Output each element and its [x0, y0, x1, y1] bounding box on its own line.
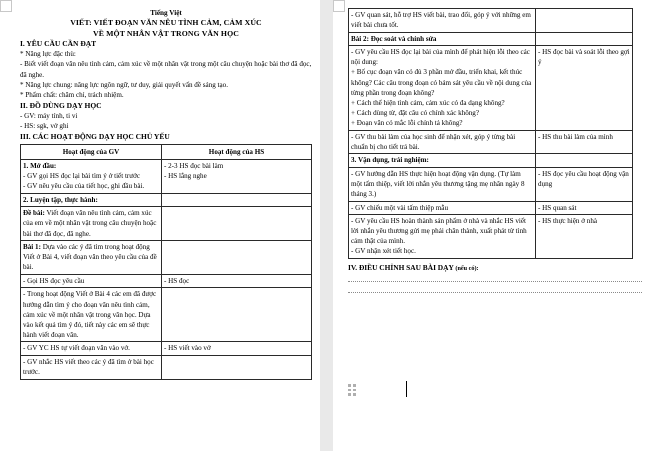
table-row	[21, 193, 312, 207]
table-row	[21, 288, 312, 342]
cell-paragraph: - HS thu bài làm của mình	[538, 132, 613, 141]
cell-paragraph: - GV YC HS tự viết đoạn văn vào vở.	[23, 344, 130, 353]
table-cell-gv	[21, 159, 162, 193]
table-cell-hs	[162, 274, 312, 288]
table-cell-hs	[536, 9, 633, 33]
table-cell-hs	[536, 167, 633, 201]
document-page-left	[0, 0, 320, 451]
lesson-title-line-2: VỀ MỘT NHÂN VẬT TRONG VĂN HỌC	[92, 28, 239, 38]
cell-paragraph: - 2-3 HS đọc bài làm	[164, 161, 224, 170]
table-cell-gv	[349, 154, 536, 168]
table-row	[349, 167, 633, 201]
table-cell-gv	[21, 356, 162, 380]
cell-paragraph: - GV nhận xét tiết học.	[351, 247, 416, 256]
cell-paragraph: - GV nhắc HS viết theo các ý đã tìm ở bài học trước.	[23, 358, 154, 377]
cell-paragraph: - GV hướng dẫn HS thực hiện hoạt động vận dụng. (Tự làm một tấm thiệp, viết lời nhắn yêu thương tặng mẹ nhân ngày 8 tháng 3.)	[351, 169, 525, 198]
table-row	[349, 130, 633, 154]
cell-paragraph: - GV thu bài làm của học sinh để nhận xét, góp ý từng bài chuẩn bị cho tiết trả bài.	[351, 132, 516, 151]
cell-paragraph: - GV yêu cầu HS đọc lại bài của mình để phát hiện lỗi theo các nội dung:	[351, 48, 530, 67]
crop-mark-top-left	[0, 0, 12, 12]
table-cell-gv	[349, 9, 536, 33]
drag-dot	[348, 384, 351, 387]
table-row	[349, 154, 633, 168]
table-cell-hs	[162, 159, 312, 193]
dotted-line-1	[348, 280, 642, 282]
page-gutter	[320, 0, 333, 451]
section-i-line-3: * Năng lực chung: năng lực ngôn ngữ, tư duy, giải quyết vấn đề sáng tạo.	[20, 81, 228, 90]
cell-paragraph: 2. Luyện tập, thực hành:	[23, 195, 98, 204]
column-header-gv: Hoạt động của GV	[21, 144, 162, 159]
table-row	[349, 201, 633, 215]
section-i-line-4: * Phẩm chất: chăm chỉ, trách nhiệm.	[20, 91, 124, 100]
cell-paragraph: + Cách dùng từ, đặt câu có chính xác không?	[351, 108, 480, 117]
cell-paragraph: - HS viết vào vở	[164, 344, 211, 353]
table-cell-gv	[349, 46, 536, 130]
cell-paragraph: + Cách thể hiện tình cảm, cảm xúc có đa dạng không?	[351, 98, 505, 107]
section-heading-iv-note: (nếu có):	[455, 265, 479, 273]
cell-lead-label: Đề bài:	[23, 209, 45, 218]
cell-paragraph: Bài 2: Đọc soát và chỉnh sửa	[351, 34, 437, 43]
document-page-right	[333, 0, 650, 451]
drag-dot	[348, 393, 351, 396]
cell-paragraph: - GV yêu cầu HS hoàn thành sản phẩm ở nhà và nhắc HS viết lời nhắn yêu thương gửi mẹ phải chân thành, xuất phát từ tình cảm thật của mình.	[351, 217, 527, 246]
lesson-activity-table-left	[20, 144, 312, 380]
table-row	[349, 32, 633, 46]
cell-paragraph: - GV nêu yêu cầu của tiết học, ghi đầu bài.	[23, 182, 145, 191]
table-cell-hs	[162, 356, 312, 380]
table-body-left	[21, 159, 312, 379]
drag-dot	[348, 389, 351, 392]
subject-title: Tiếng Việt	[150, 9, 182, 17]
section-heading-i: I. YÊU CẦU CẦN ĐẠT	[20, 38, 97, 48]
section-i-line-1: * Năng lực đặc thù:	[20, 50, 76, 59]
table-row	[349, 9, 633, 33]
table-cell-hs	[536, 130, 633, 154]
cell-paragraph: - HS quan sát	[538, 203, 577, 212]
crop-mark-bottom-right-right-page	[333, 0, 345, 12]
table-body-right	[349, 9, 633, 259]
table-cell-gv	[21, 288, 162, 342]
left-page-content	[20, 8, 312, 380]
table-row	[21, 241, 312, 275]
section-heading-iv	[348, 263, 642, 274]
cell-lead-label: Bài 1:	[23, 243, 41, 252]
column-header-hs: Hoạt động của HS	[162, 144, 312, 159]
table-row	[21, 274, 312, 288]
cell-paragraph: Đề bài: Viết đoạn văn nêu tình cảm, cảm xúc của em về một nhân vật trong câu chuyện hoặc bài thơ đã đọc, đã nghe.	[23, 209, 157, 238]
table-cell-hs	[162, 342, 312, 356]
right-page-content	[348, 8, 642, 293]
crop-mark-bottom-right	[0, 0, 12, 12]
section-heading-ii: II. ĐỒ DÙNG DẠY HỌC	[20, 100, 102, 110]
table-cell-gv	[349, 201, 536, 215]
cell-paragraph: - GV chiếu một vài tấm thiệp mẫu	[351, 203, 448, 212]
cell-paragraph: - HS đọc	[164, 276, 190, 285]
cell-paragraph: - Trong hoạt động Viết ở Bài 4 các em đã được hướng dẫn tìm ý cho đoạn văn nêu tình cảm, cảm xúc về một nhân vật trong văn học. Dựa vào kết quả tìm ý đó, tiết này các em sẽ thực hành viết đoạn văn.	[23, 290, 157, 339]
table-cell-gv	[21, 342, 162, 356]
table-cell-hs	[162, 288, 312, 342]
cell-paragraph: 3. Vận dụng, trải nghiệm:	[351, 156, 429, 165]
text-caret[interactable]	[406, 381, 407, 397]
table-cell-gv	[349, 215, 536, 259]
table-cell-gv	[21, 241, 162, 275]
table-row	[21, 159, 312, 193]
section-ii-line-1: - GV: máy tính, ti vi	[20, 111, 78, 120]
crop-mark-top-right	[0, 0, 12, 12]
table-cell-gv	[349, 167, 536, 201]
table-header-row	[21, 144, 312, 159]
lesson-title-line-1: VIẾT: VIẾT ĐOẠN VĂN NÊU TÌNH CẢM, CẢM XÚC	[70, 18, 262, 28]
table-cell-hs	[536, 154, 633, 168]
table-cell-gv	[21, 274, 162, 288]
table-cell-hs	[162, 193, 312, 207]
table-cell-gv	[349, 130, 536, 154]
table-cell-hs	[536, 201, 633, 215]
crop-mark-bottom-left	[0, 0, 12, 12]
cell-paragraph: - GV gọi HS đọc lại bài tìm ý ở tiết trước	[23, 172, 141, 181]
section-heading-iii: III. CÁC HOẠT ĐỘNG DẠY HỌC CHỦ YẾU	[20, 131, 170, 141]
cell-paragraph: - HS đọc bài và soát lỗi theo gợi ý	[538, 48, 630, 67]
cell-paragraph: 1. Mở đầu:	[23, 161, 57, 170]
table-cell-hs	[162, 241, 312, 275]
section-ii-line-2: - HS: sgk, vở ghi	[20, 122, 69, 131]
section-heading-iv-text: IV. ĐIỀU CHỈNH SAU BÀI DẠY	[348, 263, 454, 273]
table-cell-gv	[21, 207, 162, 241]
table-row	[349, 215, 633, 259]
drag-handle-icon[interactable]	[348, 384, 358, 398]
table-cell-hs	[536, 32, 633, 46]
table-cell-hs	[162, 207, 312, 241]
cell-paragraph: - HS thực hiện ở nhà	[538, 217, 598, 226]
cell-paragraph: Bài 1: Dựa vào các ý đã tìm trong hoạt động Viết ở Bài 4, viết đoạn văn theo yêu cầu của đề bài.	[23, 243, 157, 272]
table-cell-gv	[21, 193, 162, 207]
table-row	[349, 46, 633, 130]
section-i-line-2: - Biết viết đoạn văn nêu tình cảm, cảm xúc về một nhân vật trong một câu chuyện hoặc bài thơ đã đọc, đã nghe.	[20, 60, 312, 79]
table-row	[21, 207, 312, 241]
crop-mark-top-right-right-page	[333, 0, 345, 12]
lesson-activity-table-right	[348, 8, 633, 259]
table-row	[21, 342, 312, 356]
drag-dot	[353, 389, 356, 392]
drag-dot	[353, 393, 356, 396]
dotted-line-2	[348, 291, 642, 293]
table-cell-gv	[349, 32, 536, 46]
cell-paragraph: - GV quan sát, hỗ trợ HS viết bài, trao đổi, góp ý với những em viết bài chưa tốt.	[351, 11, 531, 30]
cell-paragraph: - HS lắng nghe	[164, 172, 207, 181]
cell-paragraph: + Đoạn văn có mắc lỗi chính tả không?	[351, 118, 463, 127]
cell-paragraph: + Bố cục đoạn văn có đủ 3 phần mở đầu, triển khai, kết thúc không? Các câu trong đoạn có bám sát yêu cầu về nội dung của từng phần trong đoạn không?	[351, 68, 532, 97]
table-cell-hs	[536, 215, 633, 259]
cell-paragraph: - HS đọc yêu cầu hoạt động vận dụng	[538, 169, 629, 188]
table-cell-hs	[536, 46, 633, 130]
drag-dot	[353, 384, 356, 387]
table-row	[21, 356, 312, 380]
crop-mark-bottom-left-right-page	[333, 0, 345, 12]
crop-mark-top-left-right-page	[333, 0, 345, 12]
cell-paragraph: - Gọi HS đọc yêu cầu	[23, 276, 85, 285]
